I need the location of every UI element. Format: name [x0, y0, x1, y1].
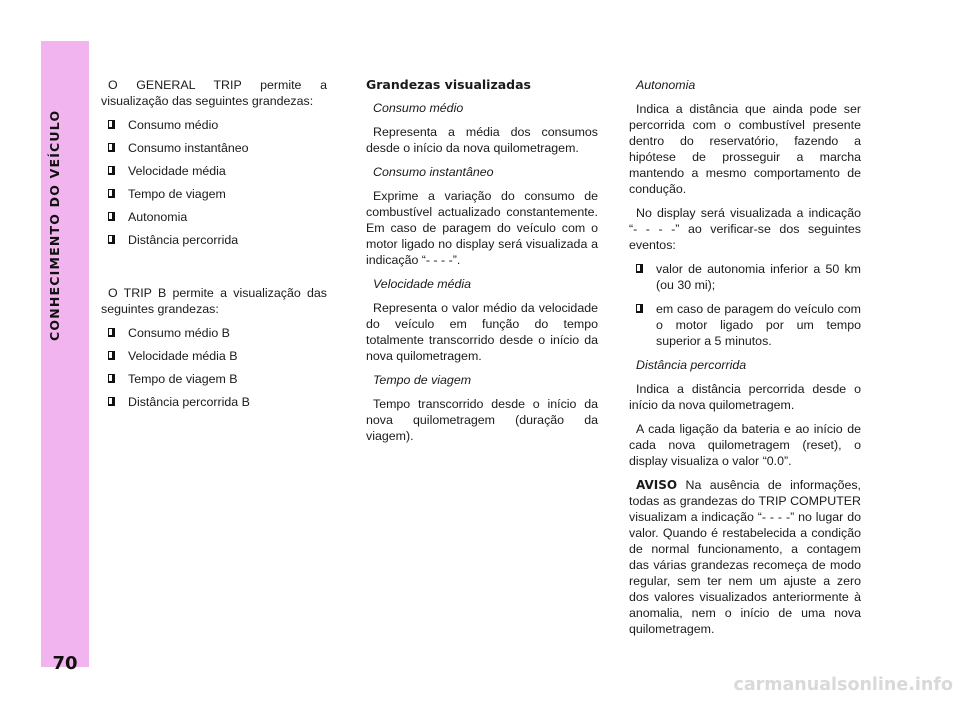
- checkbox-bullet-icon: [108, 189, 115, 198]
- consumo-instantaneo-text: Exprime a variação do consumo de combustível actualizado constantemente. Em caso de paragem do veículo com o motor ligado no display será visualizada a indicação “- - - -”.: [366, 189, 598, 267]
- watermark: carmanualsonline.info: [733, 675, 953, 695]
- consumo-instantaneo-title: Consumo instantâneo: [373, 165, 494, 179]
- warning-label: AVISO: [636, 478, 678, 492]
- events-list: [629, 261, 861, 349]
- list-item: em caso de paragem do veículo com o motor ligado por um tempo superior a 5 minutos.: [636, 301, 861, 349]
- velocidade-media-title: Velocidade média: [373, 277, 472, 291]
- page-number: 70: [52, 653, 78, 674]
- reset-text: A cada ligação da bateria e ao início de cada nova quilometragem (reset), o display visualiza o valor “0.0”.: [629, 422, 861, 468]
- tempo-viagem-text: Tempo transcorrido desde o início da nova quilometragem (duração da viagem).: [366, 397, 598, 443]
- list-item: Autonomia: [108, 209, 327, 225]
- column-3: [629, 77, 861, 645]
- general-trip-list: [101, 117, 327, 248]
- list-item: valor de autonomia inferior a 50 km (ou 30 mi);: [636, 261, 861, 293]
- checkbox-bullet-icon: [108, 166, 115, 175]
- list-item: Tempo de viagem: [108, 186, 327, 202]
- column-2: [366, 77, 598, 452]
- list-item: Consumo médio: [108, 117, 327, 133]
- distancia-text: Indica a distância percorrida desde o início da nova quilometragem.: [629, 382, 861, 412]
- section-heading: Grandezas visualizadas: [366, 77, 531, 92]
- checkbox-bullet-icon: [108, 374, 115, 383]
- general-trip-intro: O GENERAL TRIP permite a visualização das seguintes grandezas:: [101, 78, 327, 108]
- checkbox-bullet-icon: [108, 328, 115, 337]
- warning-text: Na ausência de informações, todas as grandezas do TRIP COMPUTER visualizam a indicação “- - - -” no lugar do valor. Quando é restabelecida a condição de normal funcionamento, a contagem das várias grandezas recomeça de modo regular, sem ter nem um ajuste a zero dos valores visualizados anteriormente à anomalia, nem o início de uma nova quilometragem.: [629, 478, 861, 636]
- list-item: Distância percorrida B: [108, 394, 327, 410]
- consumo-medio-text: Representa a média dos consumos desde o início da nova quilometragem.: [366, 125, 598, 155]
- list-item: Velocidade média: [108, 163, 327, 179]
- list-item: Tempo de viagem B: [108, 371, 327, 387]
- velocidade-media-text: Representa o valor médio da velocidade do veículo em função do tempo totalmente transcorrido desde o início da nova quilometragem.: [366, 301, 598, 363]
- list-item: Consumo médio B: [108, 325, 327, 341]
- trip-b-intro: O TRIP B permite a visualização das seguintes grandezas:: [101, 286, 327, 316]
- autonomia-text: Indica a distância que ainda pode ser percorrida com o combustível presente dentro do reservatório, fazendo a hipótese de prosseguir a marcha mantendo a mesmo comportamento de condução.: [629, 102, 861, 196]
- checkbox-bullet-icon: [636, 304, 643, 313]
- warning-paragraph: [629, 477, 861, 637]
- column-1: [101, 77, 327, 417]
- checkbox-bullet-icon: [636, 264, 643, 273]
- checkbox-bullet-icon: [108, 235, 115, 244]
- tempo-viagem-title: Tempo de viagem: [373, 373, 472, 387]
- trip-b-list: [101, 325, 327, 410]
- list-item: Velocidade média B: [108, 348, 327, 364]
- checkbox-bullet-icon: [108, 120, 115, 129]
- display-indication-text: No display será visualizada a indicação “- - - -” ao verificar-se dos seguintes eventos:: [629, 206, 861, 252]
- consumo-medio-title: Consumo médio: [373, 101, 464, 115]
- section-title: CONHECIMENTO DO VEÍCULO: [47, 109, 62, 341]
- distancia-title: Distância percorrida: [636, 358, 747, 372]
- checkbox-bullet-icon: [108, 397, 115, 406]
- sidebar: [41, 41, 89, 674]
- list-item: Distância percorrida: [108, 232, 327, 248]
- checkbox-bullet-icon: [108, 351, 115, 360]
- autonomia-title: Autonomia: [636, 78, 696, 92]
- checkbox-bullet-icon: [108, 143, 115, 152]
- checkbox-bullet-icon: [108, 212, 115, 221]
- list-item: Consumo instantâneo: [108, 140, 327, 156]
